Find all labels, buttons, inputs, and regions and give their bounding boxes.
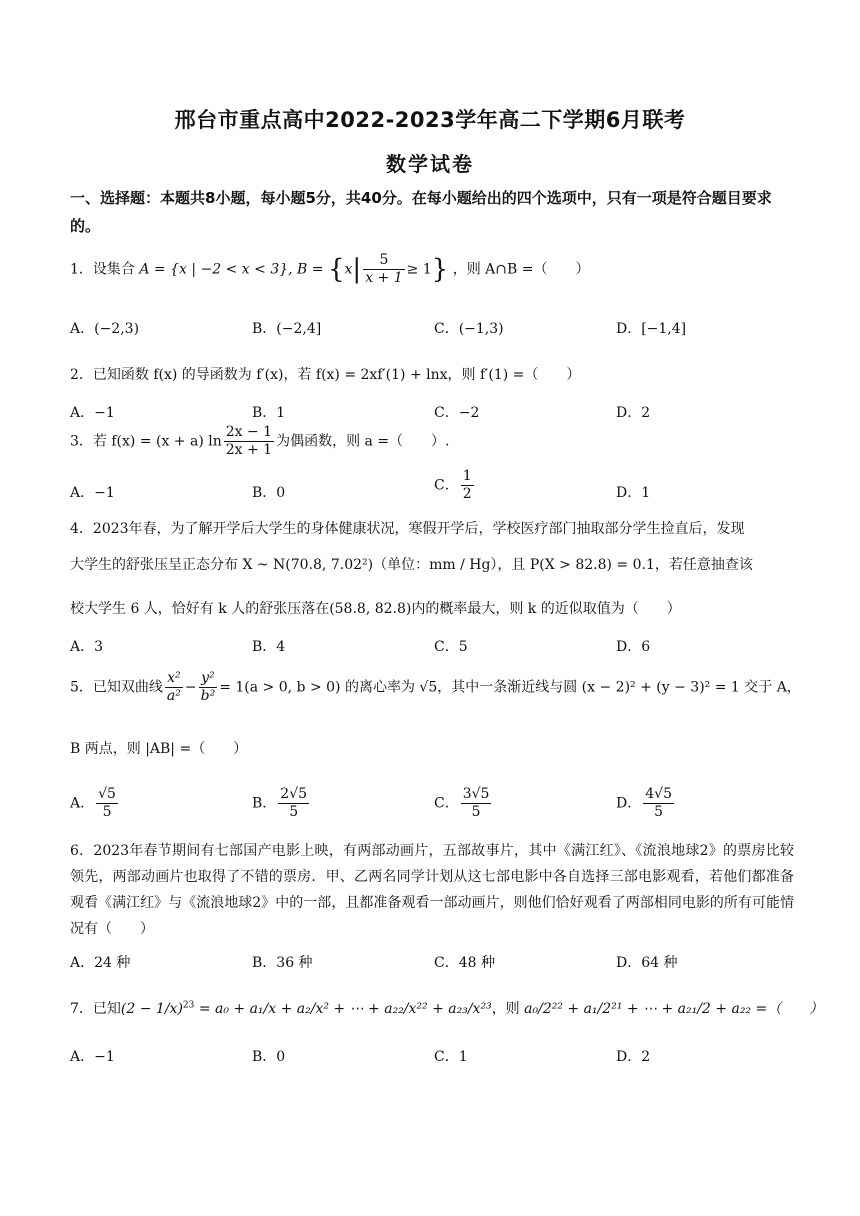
q3-option-c-label: C． [434, 477, 459, 494]
q5-option-a[interactable] [70, 786, 120, 821]
q5-option-c[interactable] [434, 786, 493, 821]
q1-option-a[interactable]: A．(−2,3) [70, 321, 140, 337]
brace-close-glyph: } [431, 254, 449, 285]
brace-open-glyph: { [327, 254, 345, 285]
question-5 [70, 670, 801, 705]
q7-option-b[interactable]: B．0 [252, 1049, 286, 1065]
q1-option-b[interactable]: B．(−2,4] [252, 321, 322, 337]
q5-option-b-fraction [278, 786, 309, 821]
q4-option-b[interactable]: B．4 [252, 639, 286, 655]
q5-option-b[interactable] [252, 786, 311, 821]
q5-optb-den: 5 [289, 804, 299, 820]
q5-f1-den: a² [166, 688, 181, 704]
q3-optc-den: 2 [462, 486, 472, 502]
q3-option-c[interactable] [434, 468, 476, 503]
q5-option-c-fraction [461, 786, 492, 821]
q3-option-c-fraction [461, 468, 474, 503]
q7-lead: 7．已知 [70, 1001, 121, 1017]
q5-option-d[interactable] [616, 786, 676, 821]
q1-set-a: A = {x | −2 < x < 3}, B = [139, 261, 328, 278]
q1-var-x: x [344, 261, 353, 278]
q5-option-a-fraction [96, 786, 118, 821]
q1-frac-den: x + 1 [365, 270, 403, 286]
q3-frac-den: 2x + 1 [225, 442, 273, 458]
question-7 [70, 998, 823, 1018]
q4-option-a[interactable]: A．3 [70, 639, 104, 655]
q2-option-c[interactable]: C．−2 [434, 405, 480, 421]
q1-lead: 设集合 [92, 261, 135, 278]
q4-option-c[interactable]: C．5 [434, 639, 468, 655]
q5-option-c-label: C． [434, 795, 459, 812]
question-5-line-2: B 两点，则 |AB| =（ ） [70, 741, 248, 757]
q5-optc-den: 5 [471, 804, 481, 820]
q6-option-a[interactable]: A．24 种 [70, 955, 131, 971]
q5-optb-num: 2√5 [280, 786, 308, 802]
q1-option-c[interactable]: C．(−1,3) [434, 321, 504, 337]
q7-expansion: = a₀ + a₁/x + a₂/x² + ⋯ + a₂₂/x²² + a₂₃/x²³ [198, 1001, 492, 1017]
q7-option-a[interactable]: A．−1 [70, 1049, 115, 1065]
q5-fraction-1 [165, 670, 183, 705]
q1-option-d[interactable]: D．[−1,4] [616, 321, 687, 337]
q3-lead: 3．若 f(x) = (x + a) ln [70, 433, 222, 450]
q5-f2-num: y² [199, 670, 218, 688]
q5-f1-num: x² [165, 670, 183, 688]
question-6: 6．2023年春节期间有七部国产电影上映，有两部动画片，五部故事片，其中《满江红》、《流浪地球2》的票房比较领先，两部动画片也取得了不错的票房．甲、乙两名同学计划从这七部电影中各自选择三部电影观看，若他们都准备观看《满江红》与《流浪地球2》中的一部，且都准备观看一部动画片，则他们恰好观看了两部相同电影的所有可能情况有（ ） [70, 843, 794, 937]
q3-tail: 为偶函数，则 a =（ ）. [276, 433, 450, 450]
question-4-line-1: 4．2023年春，为了解开学后大学生的身体健康状况，寒假开学后，学校医疗部门抽取部分学生捡直后，发现 [70, 521, 745, 537]
question-4-line-3: 校大学生 6 人，恰好有 k 人的舒张压落在(58.8, 82.8)内的概率最大，则 k 的近似取值为（ ） [70, 601, 681, 617]
q7-exponent: 23 [182, 1000, 195, 1011]
q4-option-d[interactable]: D．6 [616, 639, 651, 655]
q2-option-b[interactable]: B．1 [252, 405, 286, 421]
q3-option-b[interactable]: B．0 [252, 485, 286, 501]
q1-set-b-tail: ≥ 1 [406, 261, 432, 278]
q1-fraction [363, 252, 404, 287]
exam-subtitle: 数学试卷 [386, 152, 474, 176]
q7-option-d[interactable]: D．2 [616, 1049, 651, 1065]
question-2: 2．已知函数 f(x) 的导函数为 f′(x)，若 f(x) = 2xf′(1) + lnx，则 f′(1) =（ ） [70, 367, 581, 383]
q2-option-a[interactable]: A．−1 [70, 405, 115, 421]
q5-optd-den: 5 [654, 804, 664, 820]
q1-ask: ，则 A∩B =（ ） [452, 261, 590, 278]
q5-optd-num: 4√5 [645, 786, 672, 802]
q5-rest: = 1(a > 0, b > 0) 的离心率为 √5，其中一条渐近线与圆 (x − 2)² + (y − 3)² = 1 交于 A， [219, 679, 801, 696]
q7-base: (2 − 1/x) [120, 1001, 183, 1017]
q5-f2-den: b² [200, 688, 216, 704]
q5-option-d-fraction [643, 786, 674, 821]
q1-frac-num: 5 [363, 252, 404, 270]
question-1 [70, 252, 589, 287]
q7-mid: ，则 [491, 1001, 520, 1017]
q3-option-d[interactable]: D．1 [616, 485, 651, 501]
q5-optc-num: 3√5 [462, 786, 490, 802]
question-3 [70, 424, 450, 459]
q5-opta-den: 5 [102, 804, 112, 820]
q1-number: 1． [70, 261, 93, 278]
q3-fraction [224, 424, 274, 459]
q5-option-b-label: B． [252, 795, 277, 812]
q5-opta-num: √5 [98, 786, 116, 802]
q5-option-a-label: A． [70, 795, 95, 812]
q3-option-a[interactable]: A．−1 [70, 485, 115, 501]
q6-option-b[interactable]: B．36 种 [252, 955, 313, 971]
q3-optc-num: 1 [462, 468, 472, 484]
q6-option-d[interactable]: D．64 种 [616, 955, 678, 971]
q3-frac-num: 2x − 1 [225, 424, 273, 440]
q5-option-d-label: D． [616, 795, 642, 812]
q2-option-d[interactable]: D．2 [616, 405, 651, 421]
q7-option-c[interactable]: C．1 [434, 1049, 468, 1065]
bar-glyph: | [352, 254, 362, 285]
q7-sum: a₀/2²² + a₁/2²¹ + ⋯ + a₂₁/2 + a₂₂ =（ ） [524, 1001, 824, 1017]
question-4-line-2: 大学生的舒张压呈正态分布 X ~ N(70.8, 7.02²)（单位：mm / Hg），且 P(X > 82.8) = 0.1，若任意抽查该 [70, 557, 753, 573]
q5-lead: 5．已知双曲线 [70, 679, 163, 696]
section-heading: 一、选择题：本题共8小题，每小题5分，共40分。在每小题给出的四个选项中，只有一项是符合题目要求的。 [70, 189, 772, 235]
exam-title: 邢台市重点高中2022-2023学年高二下学期6月联考 [174, 108, 686, 132]
q6-option-c[interactable]: C．48 种 [434, 955, 495, 971]
q5-fraction-2 [199, 670, 218, 705]
q5-minus: − [184, 679, 197, 696]
